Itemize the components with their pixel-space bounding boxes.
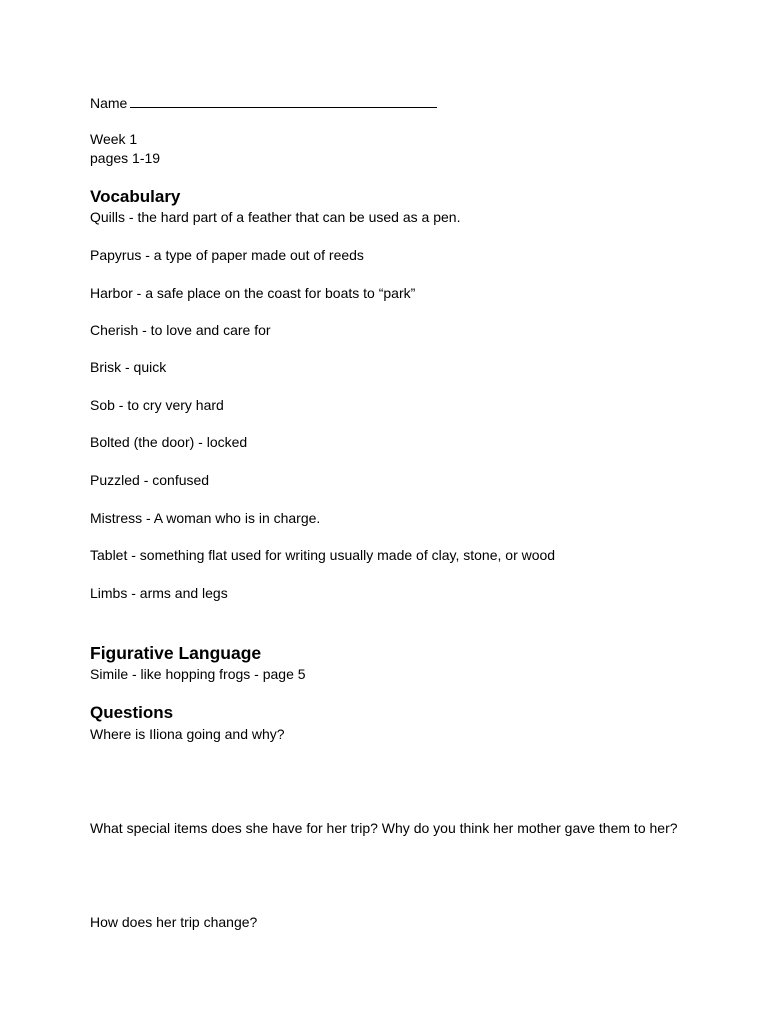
figurative-language-heading: Figurative Language <box>90 643 262 663</box>
vocab-item: Brisk - quick <box>90 359 167 375</box>
vocab-item: Cherish - to love and care for <box>90 322 271 338</box>
week-label: Week 1 <box>90 131 138 147</box>
vocab-item: Bolted (the door) - locked <box>90 434 248 450</box>
vocab-item: Quills - the hard part of a feather that can be used as a pen. <box>90 209 461 225</box>
simile-item: Simile - like hopping frogs - page 5 <box>90 666 306 682</box>
vocab-item: Harbor - a safe place on the coast for boats to “park” <box>90 285 416 301</box>
name-field-row <box>90 93 437 111</box>
name-blank-line <box>130 93 437 108</box>
vocabulary-heading: Vocabulary <box>90 187 181 206</box>
question-item: Where is Iliona going and why? <box>90 726 285 742</box>
vocab-item: Mistress - A woman who is in charge. <box>90 510 321 526</box>
name-label: Name <box>90 95 128 111</box>
pages-label: pages 1-19 <box>90 150 161 166</box>
vocab-item: Tablet - something flat used for writing usually made of clay, stone, or wood <box>90 547 556 563</box>
question-item: What special items does she have for her trip? Why do you think her mother gave them to her? <box>90 820 678 836</box>
vocab-item: Papyrus - a type of paper made out of reeds <box>90 247 364 263</box>
questions-heading: Questions <box>90 703 174 722</box>
vocab-item: Sob - to cry very hard <box>90 397 224 413</box>
question-item: How does her trip change? <box>90 914 258 930</box>
vocab-item: Limbs - arms and legs <box>90 585 228 601</box>
vocab-item: Puzzled - confused <box>90 472 210 488</box>
